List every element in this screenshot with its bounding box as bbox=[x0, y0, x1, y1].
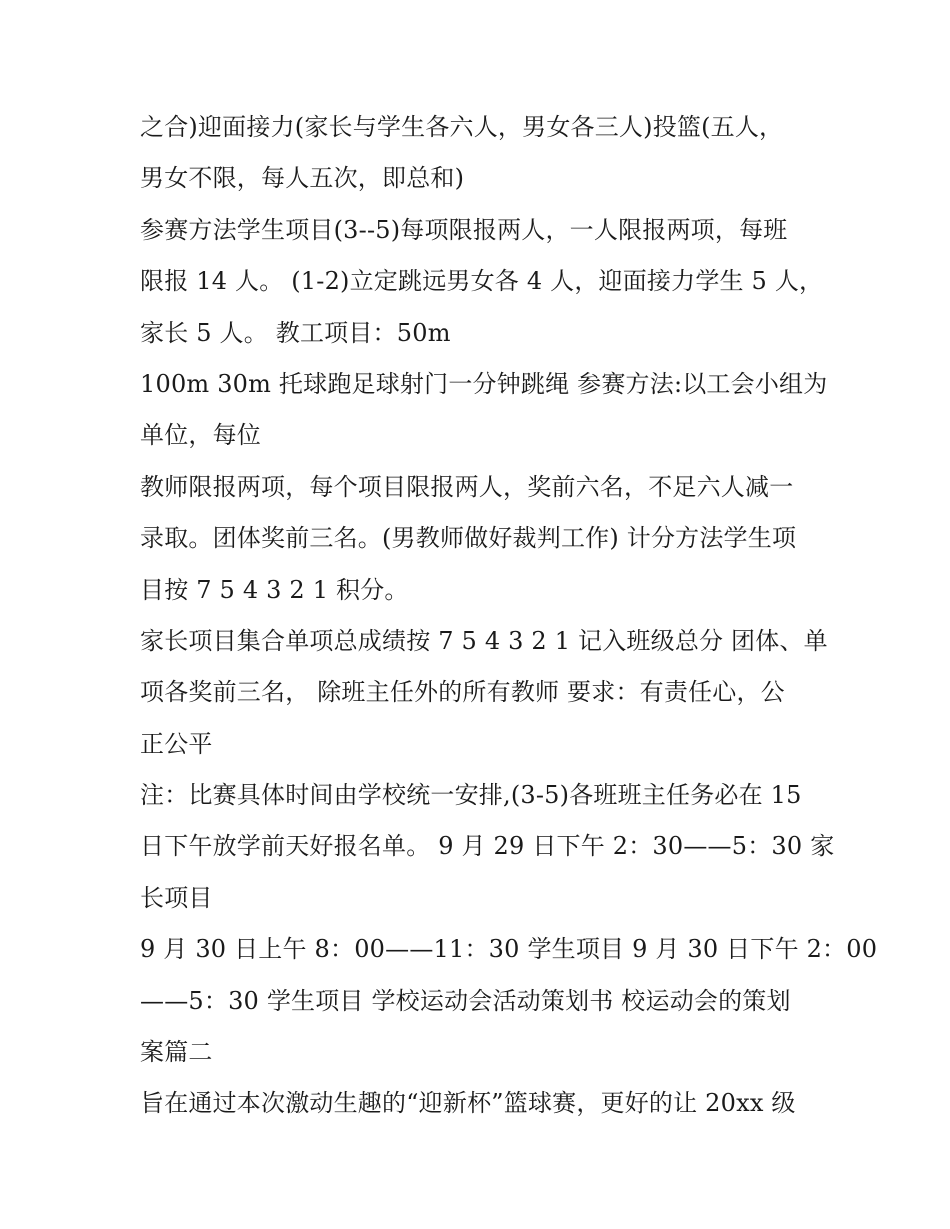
text-line: 日下午放学前天好报名单。 9 月 29 日下午 2：30——5：30 家 bbox=[140, 832, 835, 861]
text-line: 正公平 bbox=[140, 729, 213, 758]
text-line: 长项目 bbox=[140, 883, 213, 912]
text-line: 教师限报两项，每个项目限报两人，奖前六名，不足六人减一 bbox=[140, 472, 794, 501]
text-line: 单位，每位 bbox=[140, 421, 261, 450]
text-line: 男女不限，每人五次，即总和) bbox=[140, 164, 465, 193]
text-line: 旨在通过本次激动生趣的“迎新杯”篮球赛，更好的让 20xx 级 bbox=[140, 1089, 796, 1118]
text-line: 参赛方法学生项目(3--5)每项限报两人，一人限报两项，每班 bbox=[140, 215, 788, 244]
text-line: 9 月 30 日上午 8：00——11：30 学生项目 9 月 30 日下午 2：00 bbox=[140, 935, 878, 964]
text-line: 注：比赛具体时间由学校统一安排,(3-5)各班班主任务必在 15 bbox=[140, 781, 802, 810]
text-line: 之合)迎面接力(家长与学生各六人，男女各三人)投篮(五人， bbox=[140, 113, 784, 141]
text-line: 限报 14 人。 (1-2)立定跳远男女各 4 人，迎面接力学生 5 人， bbox=[140, 267, 824, 296]
text-line: ——5：30 学生项目 学校运动会活动策划书 校运动会的策划 bbox=[140, 986, 791, 1015]
text-line: 项各奖前三名， 除班主任外的所有教师 要求：有责任心，公 bbox=[140, 678, 785, 707]
body-text bbox=[140, 102, 878, 1130]
text-line: 100m 30m 托球跑足球射门一分钟跳绳 参赛方法:以工会小组为 bbox=[140, 369, 828, 398]
text-line: 录取。团体奖前三名。(男教师做好裁判工作) 计分方法学生项 bbox=[140, 524, 797, 553]
text-line: 案篇二 bbox=[140, 1038, 213, 1067]
text-line: 家长 5 人。 教工项目：50m bbox=[140, 318, 451, 347]
text-line: 目按 7 5 4 3 2 1 积分。 bbox=[140, 575, 409, 604]
text-line: 家长项目集合单项总成绩按 7 5 4 3 2 1 记入班级总分 团体、单 bbox=[140, 626, 828, 655]
